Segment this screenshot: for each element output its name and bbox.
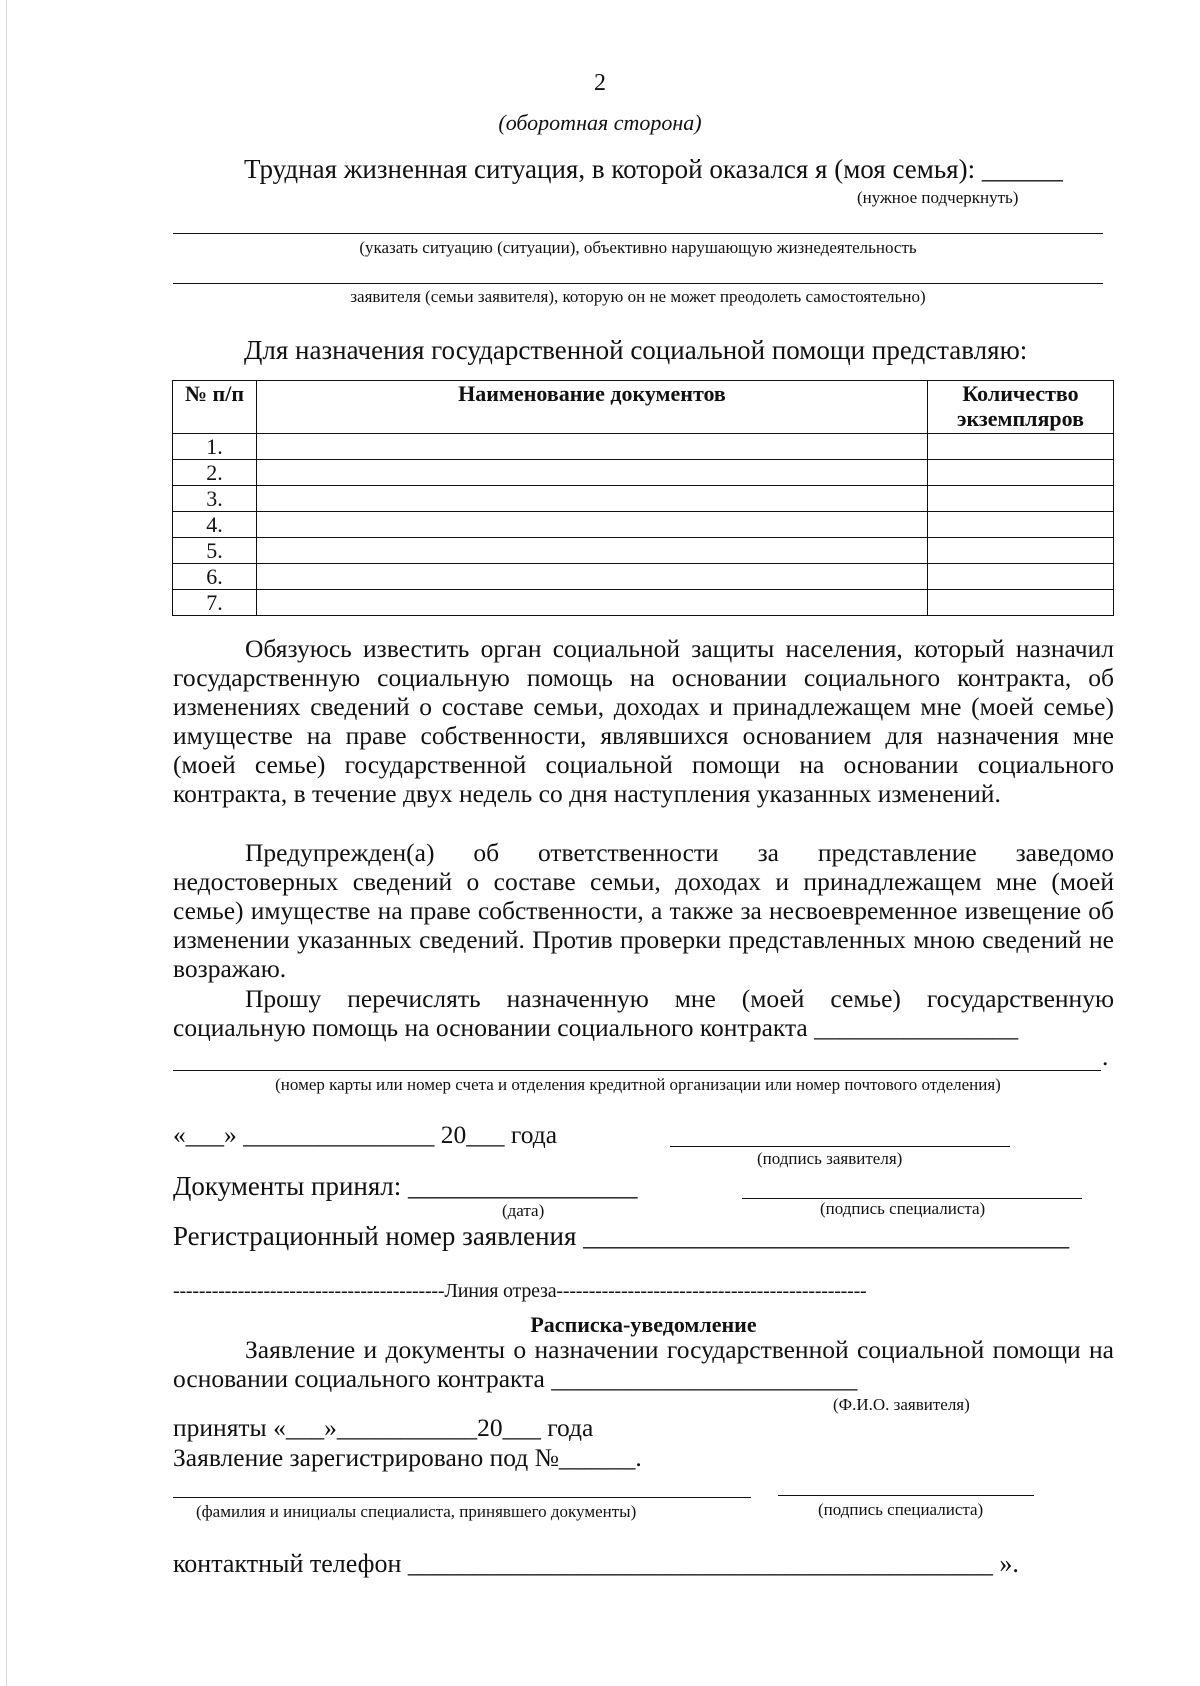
row-number: 3.: [173, 486, 257, 512]
copies-cell[interactable]: [928, 460, 1114, 486]
document-name-cell[interactable]: [257, 564, 928, 590]
document-name-cell[interactable]: [257, 460, 928, 486]
documents-table: [172, 380, 1114, 616]
receipt-signature-line[interactable]: [778, 1495, 1034, 1496]
table-row: [173, 564, 1114, 590]
col-count-header: Количество экземпляров: [928, 381, 1114, 434]
situation-hint-1: (указать ситуацию (ситуации), объективно нарушающую жизнедеятельность: [359, 238, 917, 257]
specialist-name-line[interactable]: [173, 1497, 751, 1498]
table-row: [173, 486, 1114, 512]
table-row: [173, 512, 1114, 538]
document-name-cell[interactable]: [257, 512, 928, 538]
situation-hint-2: заявителя (семьи заявителя), которую он не может преодолеть самостоятельно): [350, 287, 926, 306]
table-row: [173, 460, 1114, 486]
receipt-title: Расписка-уведомление: [530, 1312, 757, 1337]
warning-paragraph: Предупрежден(а) об ответственности за представление заведомо недостоверных сведений о составе семьи, доходах и принадлежащем мне (моей семье) имуществе на праве собственности, а также за несвоевременное извещение об изменении указанных сведений. Против проверки представленных мною сведений не возражаю.: [173, 838, 1114, 983]
applicant-signature-hint: (подпись заявителя): [757, 1149, 903, 1168]
account-line-period: .: [1102, 1042, 1109, 1071]
situation-line-2[interactable]: [173, 283, 1103, 284]
table-row: [173, 538, 1114, 564]
receipt-registered[interactable]: Заявление зарегистрировано под №______.: [173, 1443, 642, 1472]
document-name-cell[interactable]: [257, 538, 928, 564]
receipt-signature-hint: (подпись специалиста): [818, 1500, 984, 1519]
row-number: 5.: [173, 538, 257, 564]
application-date[interactable]: «___» _______________ 20___ года: [173, 1120, 558, 1149]
reverse-side-note: (оборотная сторона): [498, 110, 702, 135]
col-number-header: № п/п: [173, 381, 257, 434]
fio-hint: (Ф.И.О. заявителя): [833, 1395, 970, 1414]
scan-edge: [6, 0, 7, 1686]
registration-number[interactable]: Регистрационный номер заявления ____________________________________: [173, 1221, 1070, 1251]
row-number: 1.: [173, 434, 257, 460]
document-name-cell[interactable]: [257, 434, 928, 460]
account-hint: (номер карты или номер счета и отделения кредитной организации или номер почтового отделения): [275, 1075, 1001, 1094]
document-name-cell[interactable]: [257, 486, 928, 512]
situation-heading: Трудная жизненная ситуация, в которой оказался я (моя семья): ______: [244, 154, 1063, 184]
page-number: 2: [594, 70, 606, 96]
underline-hint: (нужное подчеркнуть): [857, 188, 1019, 207]
obligation-paragraph: Обязуюсь известить орган социальной защиты населения, который назначил государственную социальную помощь на основании социального контракта, об изменениях сведений о составе семьи, доходах и принадлежащем мне (моей семье) имуществе на праве собственности, являвшихся основанием для назначения мне (моей семье) государственной социальной помощи на основании социального контракта, в течение двух недель со дня наступления указанных изменений.: [173, 634, 1114, 808]
copies-cell[interactable]: [928, 486, 1114, 512]
col-name-header: Наименование документов: [257, 381, 928, 434]
specialist-signature-hint: (подпись специалиста): [820, 1199, 986, 1218]
transfer-paragraph: Прошу перечислять назначенную мне (моей семье) государственную социальную помощь на основании социального контракта ________________: [173, 984, 1114, 1042]
situation-line-1[interactable]: [173, 233, 1103, 234]
receipt-accepted-date[interactable]: приняты «___»___________20___ года: [173, 1413, 594, 1442]
row-number: 4.: [173, 512, 257, 538]
date-hint: (дата): [502, 1201, 545, 1220]
accepted-by[interactable]: Документы принял: _________________: [173, 1171, 638, 1201]
row-number: 6.: [173, 564, 257, 590]
table-row: [173, 434, 1114, 460]
applicant-signature-line[interactable]: [670, 1146, 1010, 1147]
contact-phone[interactable]: контактный телефон _____________________________________________ ».: [173, 1549, 1019, 1578]
documents-intro: Для назначения государственной социальной помощи представляю:: [244, 335, 1028, 365]
copies-cell[interactable]: [928, 434, 1114, 460]
copies-cell[interactable]: [928, 512, 1114, 538]
cut-line: ------------------------------------------Линия отреза------------------------------------------------: [173, 1280, 867, 1302]
row-number: 7.: [173, 590, 257, 616]
table-header-row: [173, 381, 1114, 434]
copies-cell[interactable]: [928, 564, 1114, 590]
document-name-cell[interactable]: [257, 590, 928, 616]
copies-cell[interactable]: [928, 590, 1114, 616]
row-number: 2.: [173, 460, 257, 486]
specialist-name-hint: (фамилия и инициалы специалиста, принявшего документы): [196, 1502, 637, 1521]
receipt-text: Заявление и документы о назначении государственной социальной помощи на основании социального контракта ________________________: [173, 1335, 1114, 1393]
copies-cell[interactable]: [928, 538, 1114, 564]
table-row: [173, 590, 1114, 616]
account-line[interactable]: [173, 1070, 1101, 1071]
